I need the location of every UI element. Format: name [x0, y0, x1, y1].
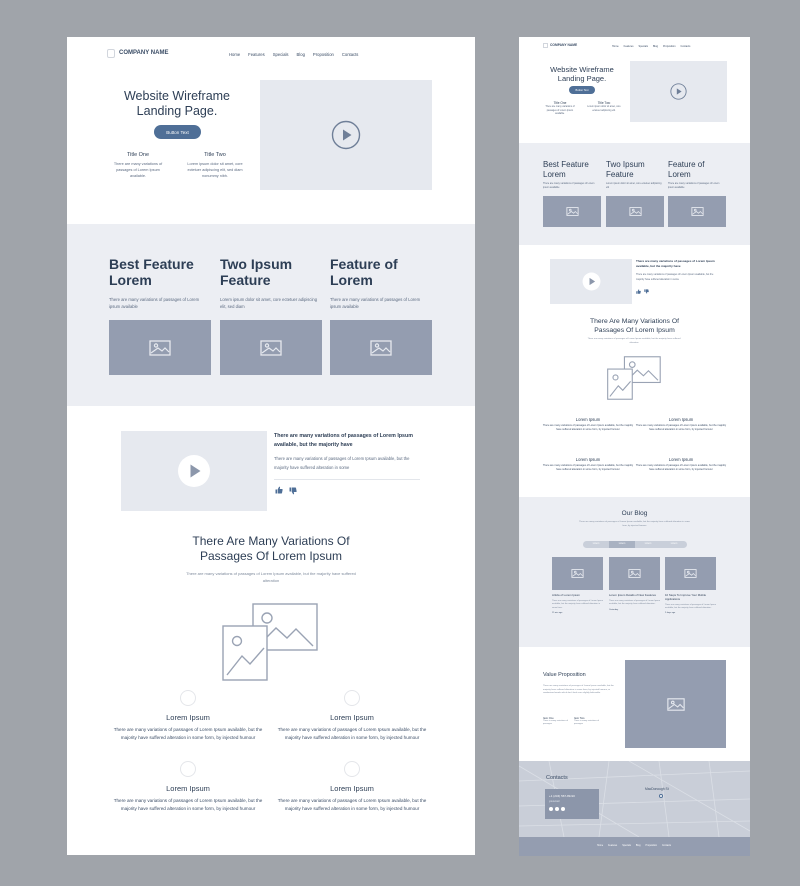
social-icon[interactable]: [561, 807, 565, 811]
thumbs-up-icon[interactable]: [275, 486, 283, 494]
thumbs-up-icon[interactable]: [636, 289, 641, 294]
image-icon: [149, 340, 171, 356]
feature-title-2: Two Ipsum Feature: [220, 256, 293, 288]
hero-col-2-title: Title Two: [204, 152, 226, 158]
hero-col-1-text: There are many variations of passages of Lorem Ipsum available.: [545, 106, 575, 115]
thumbs-down-icon[interactable]: [289, 487, 297, 495]
item-4: [635, 457, 727, 473]
footer-link-proposition[interactable]: Proposition: [645, 845, 658, 847]
item-1-text: There are many variations of passages of Lorem Ipsum available, but the majority have suffered alteration in some form, by injected humour: [113, 727, 263, 740]
item-2-title: Lorem Ipsum: [668, 417, 694, 422]
item-1-title: Lorem Ipsum: [166, 713, 210, 722]
footer-link-home[interactable]: Home: [597, 845, 604, 847]
blog-post-2-text: There are many variations of passages of Lorem Ipsum available, but the majority have suffered alteration.: [609, 599, 660, 606]
value-col-2-title: Item Two: [574, 717, 585, 720]
item-icon-circle: [344, 761, 360, 777]
image-icon: [629, 207, 642, 216]
value-col-1-title: Item One: [543, 717, 554, 720]
item-2-text: There are many variations of passages of Lorem Ipsum available, but the majority have suffered alteration in some form, by injected humour: [635, 424, 727, 432]
feature-image-2: [220, 320, 322, 375]
feature-title-1: Best Feature Lorem: [109, 256, 194, 288]
feature-text-1: There are many variations of passages of Lorem ipsum available: [109, 297, 200, 309]
feature-image-1: [109, 320, 211, 375]
feature-text-1: There are many variations of passages of Lorem ipsum available: [543, 182, 595, 189]
feature-image-3: [330, 320, 432, 375]
media-text: There are many variations of passages of Lorem Ipsum available, but the majority have suffered alteration in some: [274, 456, 410, 470]
social-icon[interactable]: [549, 807, 553, 811]
item-icon-circle: [180, 690, 196, 706]
item-2: [635, 417, 727, 433]
value-col-1: [543, 717, 575, 727]
feature-text-3: There are many variations of passages of Lorem ipsum available: [330, 297, 421, 309]
feature-text-3: There are many variations of passages of Lorem ipsum available: [668, 182, 720, 189]
contacts-email[interactable]: youremail: [549, 800, 560, 803]
blog-tab-4[interactable]: Lorem: [670, 543, 678, 545]
hero-col-1-title: Title One: [126, 152, 150, 158]
blog-post-3-title[interactable]: 10 Steps To Improve Your Mobile Applications: [665, 593, 706, 601]
gallery-icon: [220, 601, 322, 683]
hero-button[interactable]: Button Text: [569, 86, 595, 94]
image-icon: [691, 207, 704, 216]
blog-tab-2[interactable]: Lorem: [609, 541, 635, 548]
value-col-1-text: There is many variations of passages: [543, 720, 568, 726]
social-icons: [549, 807, 565, 811]
blog-post-1-text: There are many variations of passages of Lorem Ipsum available, but the majority have suffered alteration in some form.: [552, 599, 603, 609]
item-2-text: There are many variations of passages of Lorem Ipsum available, but the majority have suffered alteration in some form, by injected humour: [277, 727, 427, 740]
item-1-text: There are many variations of passages of Lorem Ipsum available, but the majority have suffered alteration in some form, by injected humour: [542, 424, 634, 432]
item-icon-circle: [180, 761, 196, 777]
footer-link-specials[interactable]: Specials: [622, 845, 631, 847]
item-4-text: There are many variations of passages of Lorem Ipsum available, but the majority have suffered alteration in some form, by injected humour: [277, 798, 427, 811]
item-2: [272, 713, 432, 742]
blog-post-2-meta: Yesterday: [609, 608, 619, 611]
item-1: [542, 417, 634, 433]
feature-text-2: Lorem ipsum dolor sit amet, core ectetuer adipiscing elit: [606, 182, 662, 189]
logo-icon: [543, 43, 548, 48]
media-heading: There are many variations of passages of Lorem Ipsum available, but the majority have: [636, 259, 715, 268]
item-3: [542, 457, 634, 473]
feature-image-3: [668, 196, 726, 227]
blog-tabs: [583, 541, 687, 548]
blog-post-1-title[interactable]: Article of Lorem Ipsum: [552, 593, 580, 597]
feature-title-1: Best Feature Lorem: [543, 160, 589, 179]
image-icon: [260, 340, 282, 356]
hero-col-1-text: There are many variations of passages of Lorem Ipsum available.: [113, 162, 163, 178]
nav-item-specials[interactable]: Specials: [638, 45, 648, 48]
blog-post-image-2[interactable]: [609, 557, 660, 590]
blog-post-2: [609, 594, 660, 611]
footer-link-contacts[interactable]: Contacts: [662, 845, 672, 847]
nav-item-features[interactable]: Features: [623, 45, 634, 48]
blog-post-image-3[interactable]: [665, 557, 716, 590]
media-heading: There are many variations of passages of Lorem Ipsum available, but the majority have: [274, 433, 413, 448]
blog-subtitle: There are many variations of passages of Lorem Ipsum available, but the majority have suffered alteration in some form, by injected humour: [579, 521, 690, 527]
logo-icon: [107, 49, 115, 58]
blog-post-1-meta: 15 min ago: [552, 612, 563, 615]
nav-item-proposition[interactable]: Proposition: [312, 52, 334, 57]
hero-col-2-title: Title Two: [597, 101, 611, 105]
nav-menu: [612, 45, 690, 48]
image-icon: [571, 569, 584, 578]
hero-video[interactable]: [630, 61, 727, 122]
nav-menu: [229, 52, 358, 57]
desktop-page: [67, 37, 475, 855]
nav-item-proposition[interactable]: Proposition: [663, 45, 676, 48]
feature-title-3: Feature of Lorem: [330, 256, 398, 288]
media-text: There are many variations of passages of Lorem Ipsum available, but the majority have suffered alteration in some: [636, 273, 714, 281]
nav-item-features[interactable]: Features: [248, 52, 265, 57]
feature-title-3: Feature of Lorem: [668, 160, 705, 179]
image-icon: [370, 340, 392, 356]
hero-col-2: [185, 152, 245, 179]
contacts-title: Contacts: [546, 775, 568, 781]
blog-tab-3[interactable]: Lorem: [644, 543, 652, 545]
feature-image-2: [606, 196, 664, 227]
brand-name[interactable]: COMPANY NAME: [550, 43, 578, 47]
blog-post-3: [665, 594, 716, 614]
nav-item-blog[interactable]: Blog: [296, 52, 305, 57]
variations-subtitle: There are many variations of passages of Lorem Ipsum available, but the majority have suffered alteration: [186, 571, 356, 583]
hero-col-1-title: Title One: [553, 101, 567, 105]
blog-tab-1[interactable]: Lorem: [592, 543, 600, 545]
variations-title: There Are Many Variations Of Passages Of Lorem Ipsum: [192, 534, 350, 563]
blog-post-image-1[interactable]: [552, 557, 603, 590]
image-icon: [566, 207, 579, 216]
gallery-icon: [606, 355, 663, 401]
hero-col-2-text: Lorem ipsum dolor sit amet, core ectetuer adipiscing elit.: [587, 106, 621, 112]
value-image: [625, 660, 726, 748]
footer-links: [597, 845, 671, 847]
play-icon[interactable]: [582, 272, 601, 291]
hero-video[interactable]: [260, 80, 432, 190]
feature-title-2: Two Ipsum Feature: [606, 160, 645, 179]
nav-item-home[interactable]: Home: [229, 52, 241, 57]
social-icon[interactable]: [555, 807, 559, 811]
nav-item-specials[interactable]: Specials: [272, 52, 289, 57]
item-4: [272, 784, 432, 813]
nav-item-blog[interactable]: Blog: [653, 45, 659, 48]
variations-title: There Are Many Variations Of Passages Of Lorem Ipsum: [589, 318, 680, 334]
footer-link-blog[interactable]: Blog: [635, 845, 641, 847]
play-icon[interactable]: [331, 120, 361, 150]
media-video[interactable]: [550, 259, 632, 304]
blog-post-2-title[interactable]: Lorem Ipsum Details of New Features: [609, 593, 656, 597]
blog-post-3-text: There are many variations of passages of Lorem Ipsum available, but the majority have suffered alteration.: [665, 603, 716, 609]
hero-title: Website Wireframe Landing Page.: [123, 89, 231, 118]
features-section: [519, 143, 750, 245]
item-1-title: Lorem Ipsum: [575, 417, 601, 422]
play-icon[interactable]: [670, 83, 687, 100]
media-video[interactable]: [121, 431, 267, 511]
thumbs-down-icon[interactable]: [644, 289, 649, 294]
blog-title: Our Blog: [621, 510, 648, 517]
blog-post-3-meta: 2 days ago: [665, 612, 676, 615]
play-icon[interactable]: [177, 454, 211, 488]
brand-name[interactable]: COMPANY NAME: [119, 50, 169, 56]
hero-title: Website Wireframe Landing Page.: [550, 65, 614, 83]
media-divider: [274, 479, 420, 480]
value-title: Value Proposition: [543, 672, 586, 678]
item-icon-circle: [344, 690, 360, 706]
item-4-text: There are many variations of passages of Lorem Ipsum available, but the majority have suffered alteration in some form, by injected humour: [635, 464, 727, 472]
variations-subtitle: There are many variations of passages of Lorem Ipsum available, but the majority have suffered alteration: [587, 338, 681, 344]
hero-col-1: [545, 101, 575, 117]
nav-item-home[interactable]: Home: [612, 45, 619, 48]
map-label: MacDonough St: [645, 787, 669, 791]
item-2-title: Lorem Ipsum: [330, 713, 374, 722]
item-3-title: Lorem Ipsum: [575, 457, 601, 462]
blog-post-1: [552, 594, 603, 614]
item-1: [108, 713, 268, 742]
item-3-text: There are many variations of passages of Lorem Ipsum available, but the majority have suffered alteration in some form, by injected humour: [542, 464, 634, 472]
value-col-2-text: There is many variations of passages: [574, 720, 599, 726]
features-section: [67, 224, 475, 406]
hero-col-2: [587, 101, 621, 113]
nav-item-contacts[interactable]: Contacts: [341, 52, 359, 57]
item-4-title: Lorem Ipsum: [668, 457, 694, 462]
mobile-page: [519, 37, 750, 856]
nav-item-contacts[interactable]: Contacts: [680, 45, 691, 48]
hero-col-2-text: Lorem ipsum dolor sit amet, core ectetuer adipiscing elit, sed diam nonummy nibh.: [187, 162, 243, 178]
map-pin-icon[interactable]: [659, 794, 663, 798]
item-3: [108, 784, 268, 813]
item-4-title: Lorem Ipsum: [330, 784, 374, 793]
feature-text-2: Lorem ipsum dolor sit amet, core ectetuer adipiscing elit, sed diam: [220, 297, 318, 309]
value-text: There are many variations of passages of Lorem Ipsum available, but the majority have suffered alteration in some form, by injected humour, or randomised words which don't look even slightly believable.: [543, 685, 614, 695]
image-icon: [684, 569, 697, 578]
feature-image-1: [543, 196, 601, 227]
item-3-title: Lorem Ipsum: [166, 784, 210, 793]
hero-col-1: [112, 152, 164, 179]
image-icon: [667, 698, 685, 711]
contacts-phone[interactable]: +1 (234) 567-89-90: [549, 794, 575, 798]
value-col-2: [574, 717, 606, 727]
image-icon: [628, 569, 641, 578]
item-3-text: There are many variations of passages of Lorem Ipsum available, but the majority have suffered alteration in some form, by injected humour: [113, 798, 263, 811]
footer-link-features[interactable]: Features: [608, 845, 618, 847]
hero-button[interactable]: Button Text: [154, 125, 201, 139]
